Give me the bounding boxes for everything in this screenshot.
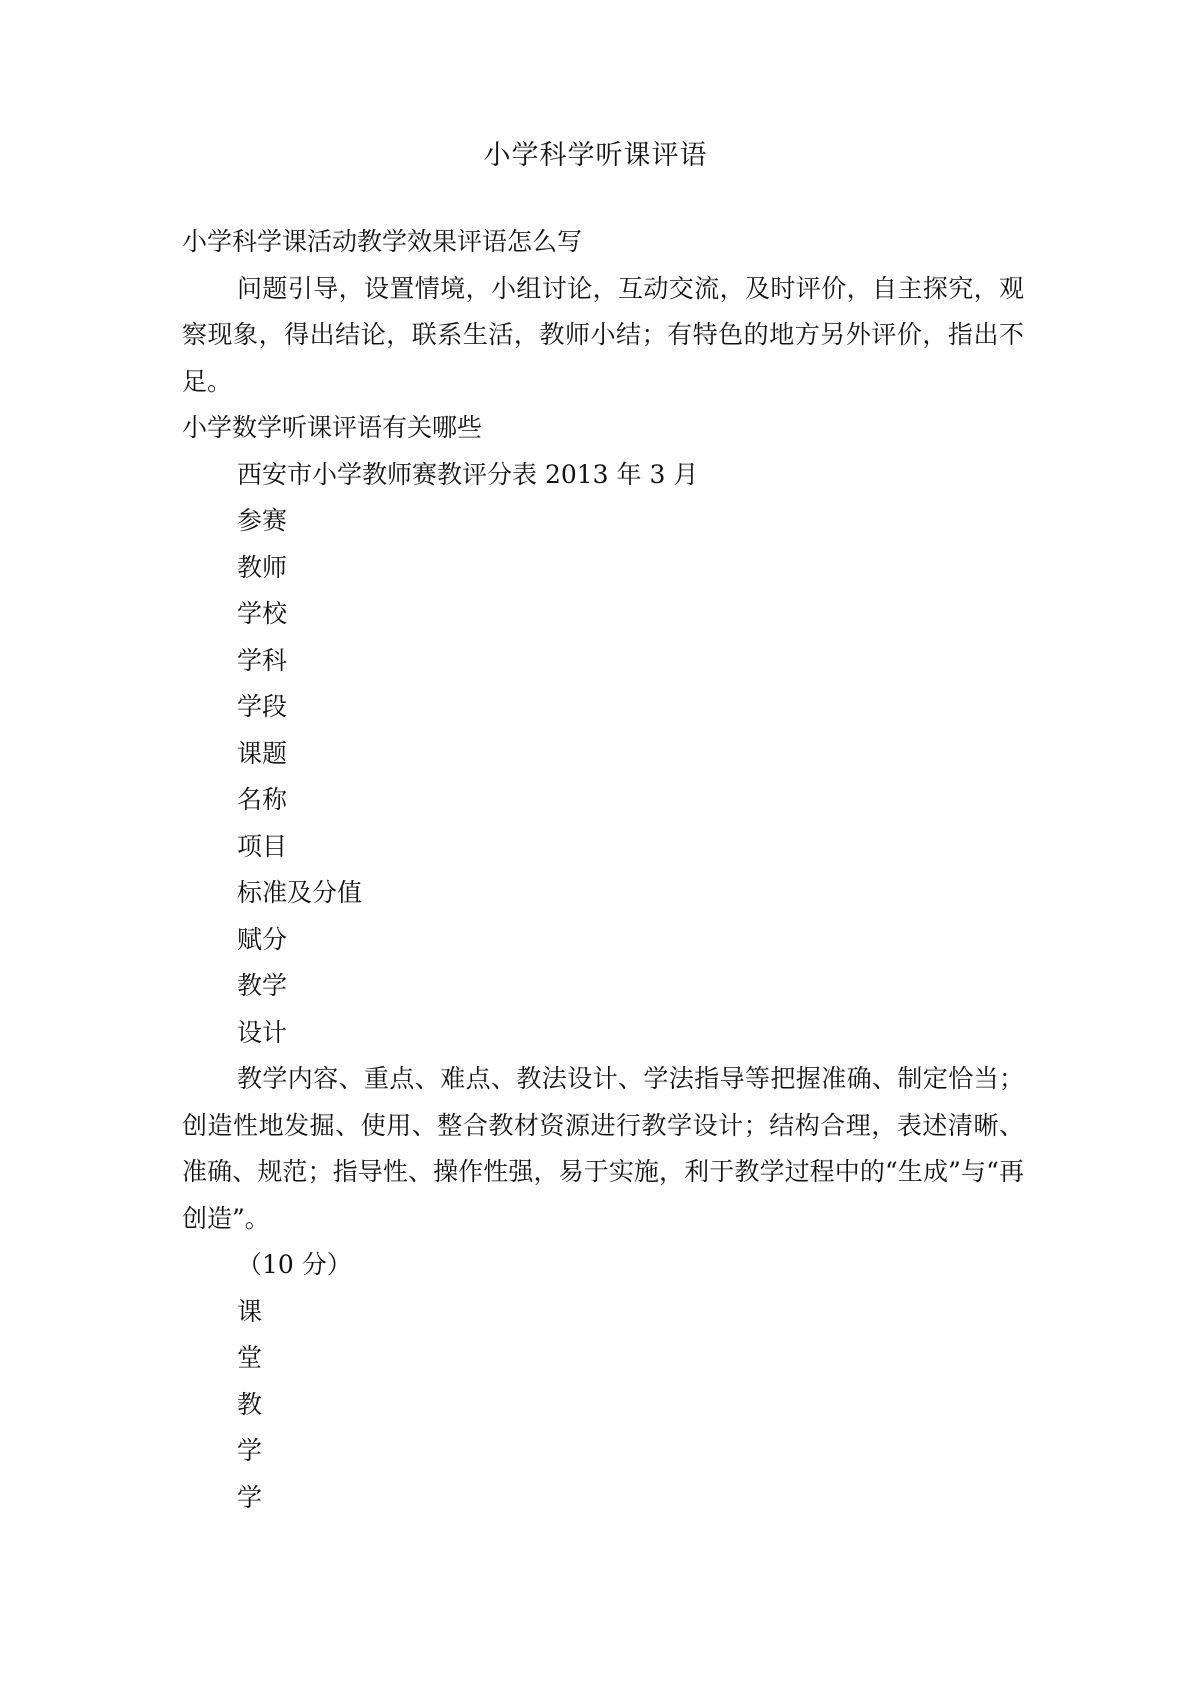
body-paragraph: 教学内容、重点、难点、教法设计、学法指导等把握准确、制定恰当；创造性地发掘、使用、整合教材资源进行教学设计；结构合理，表述清晰、准确、规范；指导性、操作性强，易于实施，利于教学过程中的“生成”与“再创造”。 bbox=[182, 1064, 1024, 1233]
body-line: 西安市小学教师赛教评分表 2013 年 3 月 bbox=[237, 459, 699, 489]
document-title: 小学科学听课评语 bbox=[483, 140, 708, 171]
body-paragraph: 问题引导，设置情境，小组讨论，互动交流，及时评价，自主探究，观察现象，得出结论，联系生活，教师小结；有特色的地方另外评价，指出不足。 bbox=[182, 273, 1024, 396]
body-line: 课题 bbox=[237, 738, 288, 768]
body-line: 教师 bbox=[237, 552, 288, 582]
body-line: 参赛 bbox=[237, 506, 288, 535]
body-line: 设计 bbox=[237, 1017, 288, 1047]
body-line: 教学 bbox=[237, 971, 288, 1000]
body-line: 学 bbox=[237, 1436, 263, 1465]
body-line: 学段 bbox=[237, 692, 288, 721]
body-line: 教 bbox=[237, 1389, 263, 1419]
section-heading: 小学科学课活动教学效果评语怎么写 bbox=[182, 227, 583, 256]
body-line: （10 分） bbox=[237, 1250, 352, 1279]
body-line: 学科 bbox=[237, 645, 288, 675]
body-line: 项目 bbox=[237, 831, 288, 861]
section-heading: 小学数学听课评语有关哪些 bbox=[182, 413, 483, 442]
body-line: 学 bbox=[237, 1482, 263, 1512]
body-line: 赋分 bbox=[237, 924, 288, 954]
document-body bbox=[182, 219, 1024, 1521]
body-line: 名称 bbox=[237, 785, 288, 814]
body-line: 标准及分值 bbox=[237, 878, 363, 907]
body-line: 堂 bbox=[237, 1343, 263, 1372]
body-line: 课 bbox=[237, 1296, 263, 1326]
body-line: 学校 bbox=[237, 599, 288, 628]
